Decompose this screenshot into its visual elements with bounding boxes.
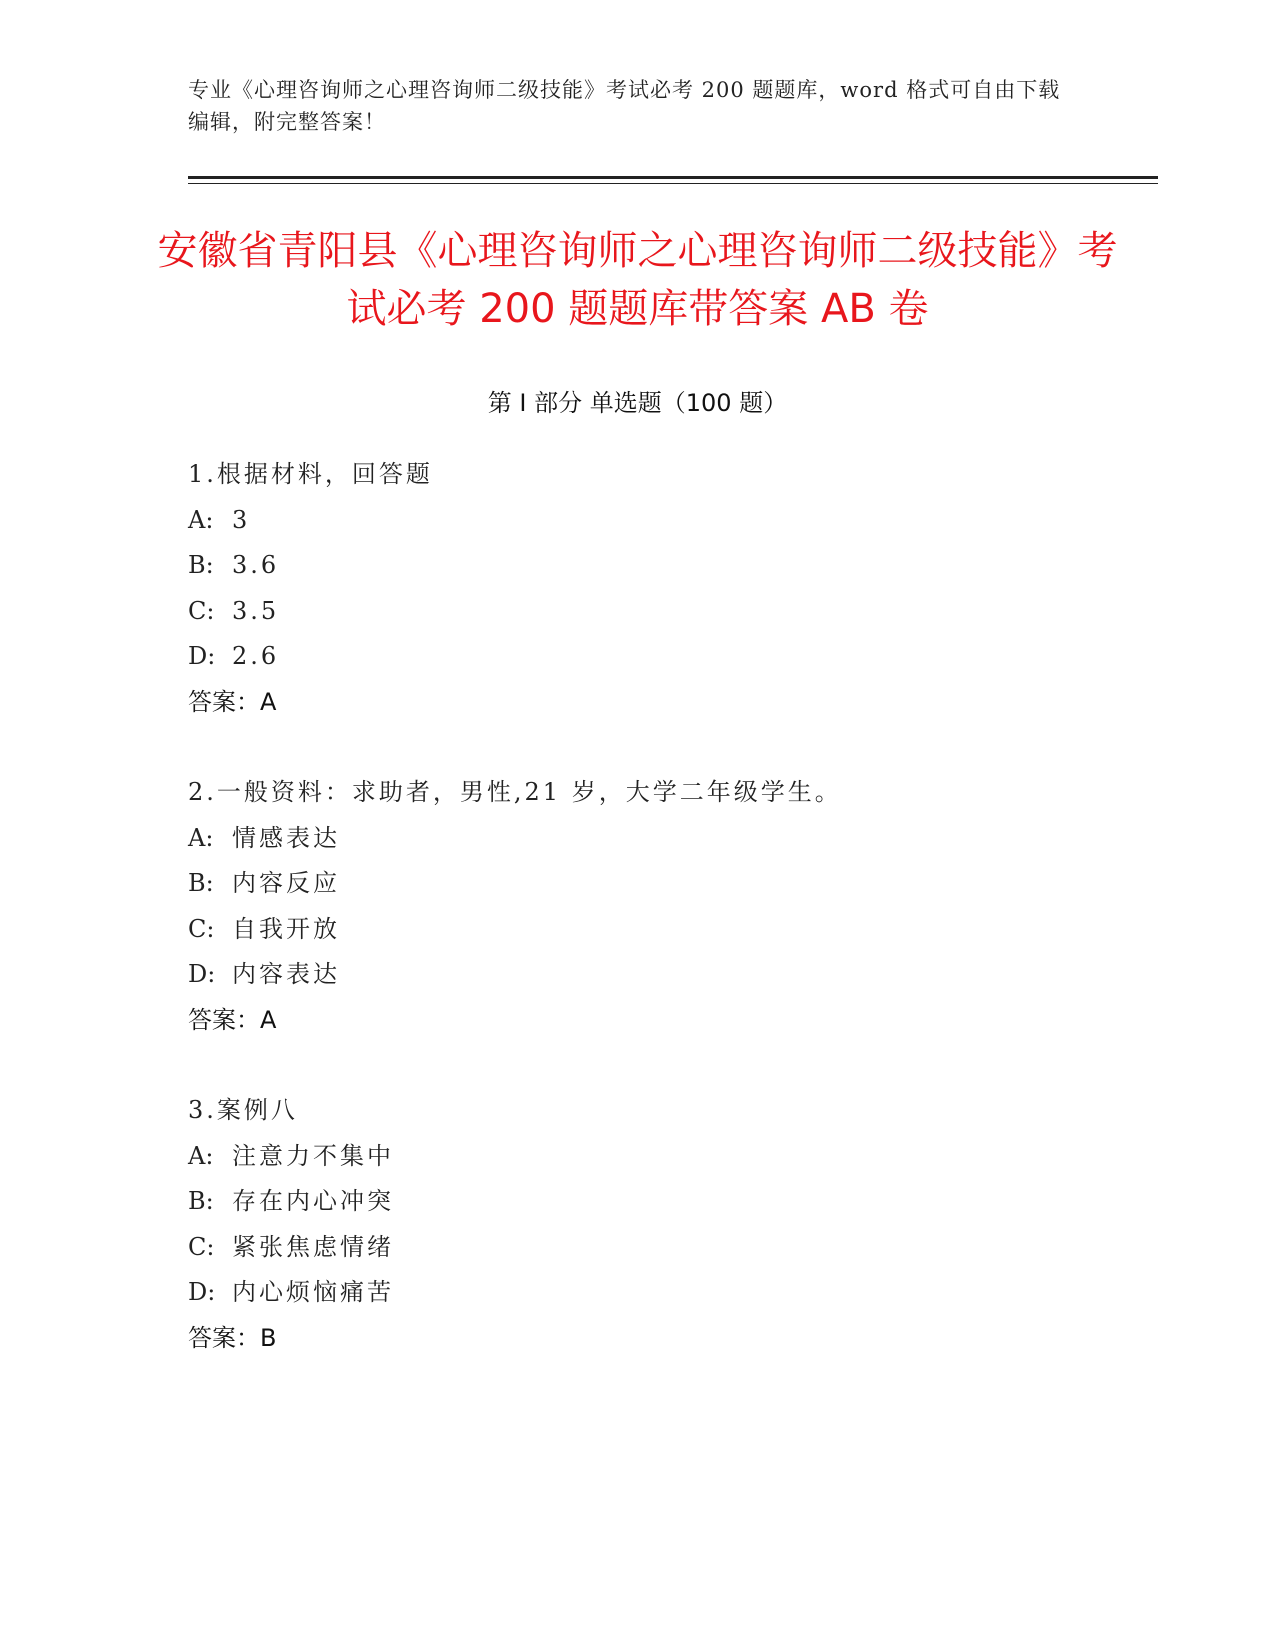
question-stem: 3.案例八: [188, 1096, 298, 1124]
option-key: B:: [188, 551, 214, 579]
option-c: [188, 907, 1088, 953]
question-2: [188, 770, 1088, 1043]
option-text: 自我开放: [232, 914, 340, 943]
option-key: A:: [188, 505, 214, 534]
answer-line: 答案：A: [188, 1005, 277, 1034]
option-text: 3.5: [232, 596, 280, 625]
option-text: 内容表达: [232, 960, 340, 988]
option-text: 紧张焦虑情绪: [232, 1232, 394, 1261]
option-key: C:: [188, 1232, 215, 1261]
option-key: A:: [188, 823, 214, 852]
option-d: [188, 952, 1088, 998]
option-b: [188, 543, 1088, 589]
option-text: 情感表达: [232, 823, 340, 852]
option-text: 存在内心冲突: [232, 1187, 394, 1215]
question-1: [188, 452, 1088, 725]
header-divider-thin: [188, 183, 1158, 184]
option-a: [188, 498, 1088, 544]
question-stem: 2.一般资料：求助者，男性,21 岁，大学二年级学生。: [188, 778, 842, 806]
option-c: [188, 1225, 1088, 1271]
option-text: 注意力不集中: [232, 1141, 394, 1170]
question-stem: 1.根据材料，回答题: [188, 460, 433, 488]
answer-line: 答案：A: [188, 687, 277, 716]
option-key: C:: [188, 914, 215, 943]
option-b: [188, 1179, 1088, 1225]
option-d: [188, 634, 1088, 680]
option-key: D:: [188, 1278, 216, 1306]
document-title: 安徽省青阳县《心理咨询师之心理咨询师二级技能》考试必考 200 题题库带答案 AB 卷: [157, 228, 1118, 332]
option-text: 3: [232, 505, 251, 534]
option-d: [188, 1270, 1088, 1316]
header-note: 专业《心理咨询师之心理咨询师二级技能》考试必考 200 题题库，word 格式可自由下载编辑，附完整答案！: [188, 78, 1061, 134]
section-title: 第 I 部分 单选题（100 题）: [487, 389, 788, 417]
option-c: [188, 589, 1088, 635]
option-key: D:: [188, 642, 216, 670]
option-text: 2.6: [232, 642, 280, 670]
option-text: 内容反应: [232, 869, 340, 897]
option-text: 内心烦恼痛苦: [232, 1278, 394, 1306]
option-key: C:: [188, 596, 215, 625]
option-a: [188, 816, 1088, 862]
option-key: B:: [188, 1187, 214, 1215]
header-divider-thick: [188, 176, 1158, 179]
question-3: [188, 1088, 1088, 1361]
option-key: B:: [188, 869, 214, 897]
option-key: A:: [188, 1141, 214, 1170]
option-key: D:: [188, 960, 216, 988]
option-a: [188, 1134, 1088, 1180]
option-b: [188, 861, 1088, 907]
option-text: 3.6: [232, 551, 280, 579]
answer-line: 答案：B: [188, 1323, 277, 1352]
